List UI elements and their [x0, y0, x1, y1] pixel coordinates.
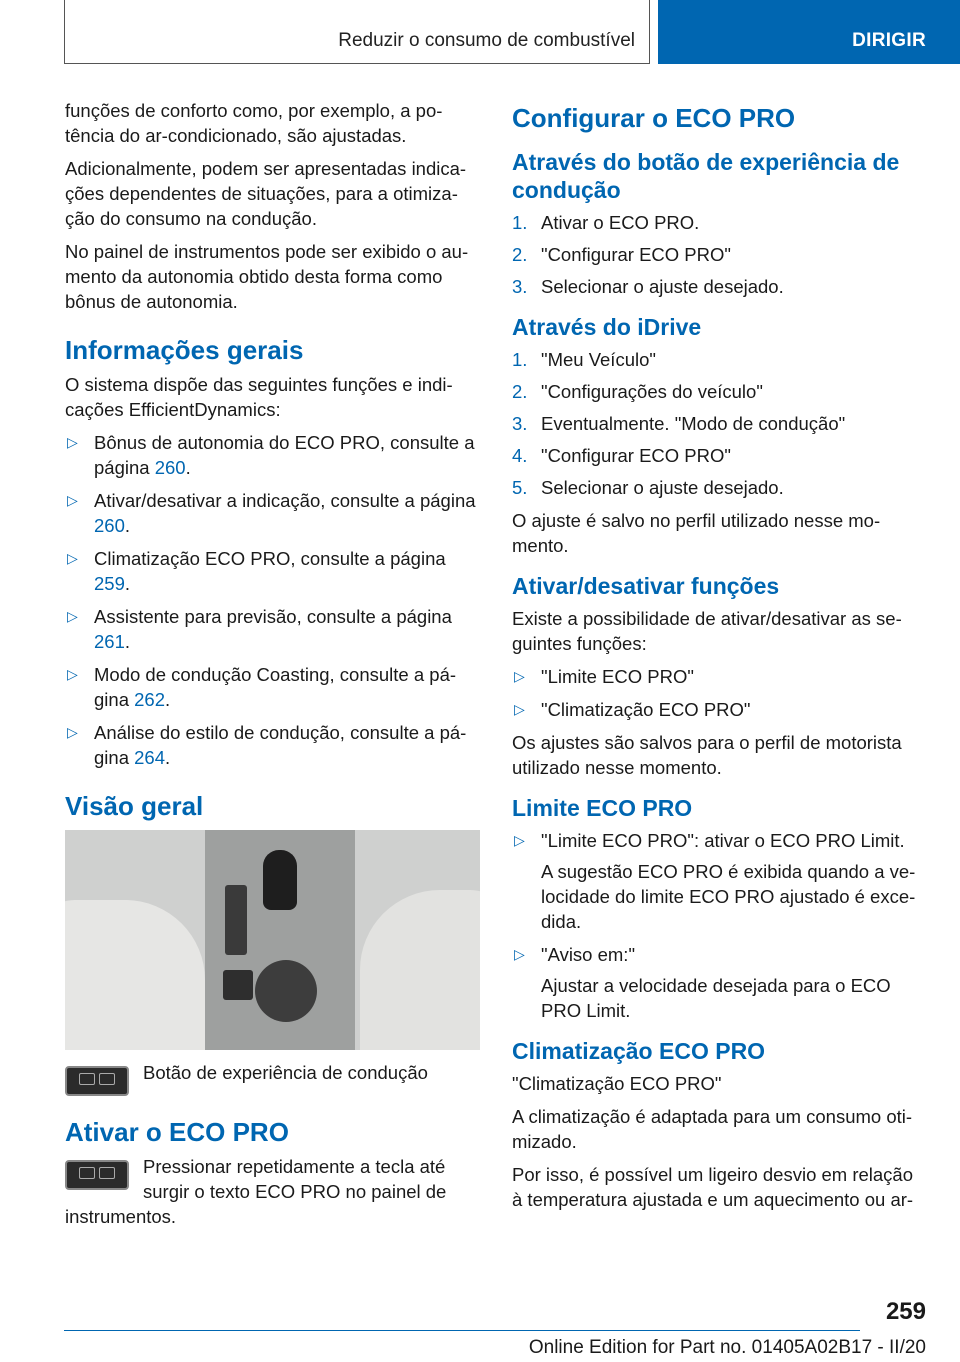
toggle-heading: Ativar/desativar funções [512, 573, 780, 599]
seat-right [360, 890, 480, 1050]
triangle-bullet-icon: ▷ [67, 608, 78, 624]
triangle-bullet-icon: ▷ [67, 492, 78, 508]
list-item: ▷ "Aviso em:" Ajustar a velocidade desejada para o ECO PRO Limit. [514, 944, 891, 1021]
list-item: 1. Ativar o ECO PRO. [512, 212, 700, 233]
gear-selector-knob [263, 850, 297, 910]
list-item: ▷ Bônus de autonomia do ECO PRO, consulte a página 260. [67, 432, 475, 478]
right-column [512, 98, 927, 1220]
page-link[interactable]: 260 [154, 457, 186, 478]
climate-text: Por isso, é possível um ligeiro desvio em relação à temperatura ajustada e um aquecimento ou ar- [512, 1164, 914, 1210]
driving-experience-button-icon [65, 1160, 129, 1190]
list-item: 3. Eventualmente. "Modo de condução" [512, 413, 846, 434]
list-item: ▷ "Climatização ECO PRO" [514, 699, 751, 720]
triangle-bullet-icon: ▷ [514, 668, 525, 684]
triangle-bullet-icon: ▷ [67, 434, 78, 450]
list-item: 4. "Configurar ECO PRO" [512, 445, 731, 466]
list-item: ▷ Assistente para previsão, consulte a página 261. [67, 606, 452, 652]
idrive-controller [255, 960, 317, 1022]
info-heading: Informações gerais [65, 335, 304, 365]
climate-text: "Climatização ECO PRO" [512, 1073, 722, 1094]
triangle-bullet-icon: ▷ [514, 946, 525, 962]
page-link[interactable]: 261 [94, 631, 125, 652]
list-item: 1. "Meu Veículo" [512, 349, 656, 370]
button-caption: Botão de experiência de condução [143, 1062, 428, 1083]
footer-edition: Online Edition for Part no. 01405A02B17 - II/20 [528, 1337, 926, 1358]
page-number: 259 [885, 1298, 926, 1325]
page-link[interactable]: 262 [134, 689, 165, 710]
footer-divider [64, 1330, 860, 1331]
activate-text: Pressionar repetidamente a tecla até surgir o texto ECO PRO no painel de instrumentos. [65, 1156, 447, 1227]
via-button-steps [512, 210, 927, 299]
driving-experience-switch [225, 885, 247, 955]
header-frame [64, 0, 650, 64]
left-column [65, 98, 480, 1237]
toggle-saved-text: Os ajustes são salvos para o perfil de motorista utilizado nesse momento. [512, 732, 902, 778]
climate-text: A climatização é adaptada para um consumo oti-mizado. [512, 1106, 913, 1152]
parking-brake-button [223, 970, 253, 1000]
button-caption-row [65, 1060, 480, 1096]
list-item: ▷ "Limite ECO PRO": ativar o ECO PRO Limit. A sugestão ECO PRO é exibida quando a ve-locidade do limite ECO PRO ajustado é exce-dida. [514, 830, 916, 932]
page-link[interactable]: 264 [134, 747, 165, 768]
activate-block [65, 1154, 480, 1229]
seat-left [65, 900, 205, 1050]
list-item: ▷ Modo de condução Coasting, consulte a pá-gina 262. [67, 664, 457, 710]
list-item: ▷ Ativar/desativar a indicação, consulte a página 260. [67, 490, 476, 536]
intro-paragraph: Adicionalmente, podem ser apresentadas indica-ções dependentes de situações, para a otimiza-ção do consumo na condução. [65, 158, 467, 229]
limit-heading: Limite ECO PRO [512, 795, 693, 821]
page-link[interactable]: 260 [94, 515, 125, 536]
via-idrive-heading: Através do iDrive [512, 314, 702, 340]
list-item: ▷ "Limite ECO PRO" [514, 666, 694, 687]
center-console-photo [65, 830, 480, 1050]
limit-list [512, 828, 927, 1023]
via-button-heading: Através do botão de experiência de condução [512, 149, 900, 203]
section-label: DIRIGIR [852, 30, 926, 51]
climate-heading: Climatização ECO PRO [512, 1038, 766, 1064]
triangle-bullet-icon: ▷ [67, 550, 78, 566]
chapter-title: Reduzir o consumo de combustível [338, 30, 635, 51]
section-tab [658, 0, 960, 64]
driving-experience-button-icon [65, 1066, 129, 1096]
list-item: 5. Selecionar o ajuste desejado. [512, 477, 784, 498]
saved-text: O ajuste é salvo no perfil utilizado nesse mo-mento. [512, 510, 881, 556]
triangle-bullet-icon: ▷ [67, 666, 78, 682]
list-item: 2. "Configurar ECO PRO" [512, 244, 731, 265]
info-list [65, 430, 480, 770]
intro-paragraph: funções de conforto como, por exemplo, a po-tência do ar-condicionado, são ajustadas. [65, 100, 443, 146]
list-item: 2. "Configurações do veículo" [512, 381, 763, 402]
triangle-bullet-icon: ▷ [514, 832, 525, 848]
activate-heading: Ativar o ECO PRO [65, 1117, 289, 1147]
intro-paragraph: No painel de instrumentos pode ser exibido o au-mento da autonomia obtido desta forma como bônus de autonomia. [65, 241, 469, 312]
via-idrive-steps [512, 347, 927, 500]
toggle-list [512, 664, 927, 722]
page-link[interactable]: 259 [94, 573, 125, 594]
triangle-bullet-icon: ▷ [514, 701, 525, 717]
config-heading: Configurar o ECO PRO [512, 103, 796, 133]
toggle-text: Existe a possibilidade de ativar/desativar as se-guintes funções: [512, 608, 902, 654]
list-item: ▷ Climatização ECO PRO, consulte a página 259. [67, 548, 446, 594]
overview-heading: Visão geral [65, 791, 204, 821]
list-item: 3. Selecionar o ajuste desejado. [512, 276, 784, 297]
triangle-bullet-icon: ▷ [67, 724, 78, 740]
info-text: O sistema dispõe das seguintes funções e indi-cações EfficientDynamics: [65, 374, 453, 420]
list-item: ▷ Análise do estilo de condução, consulte a pá-gina 264. [67, 722, 467, 768]
